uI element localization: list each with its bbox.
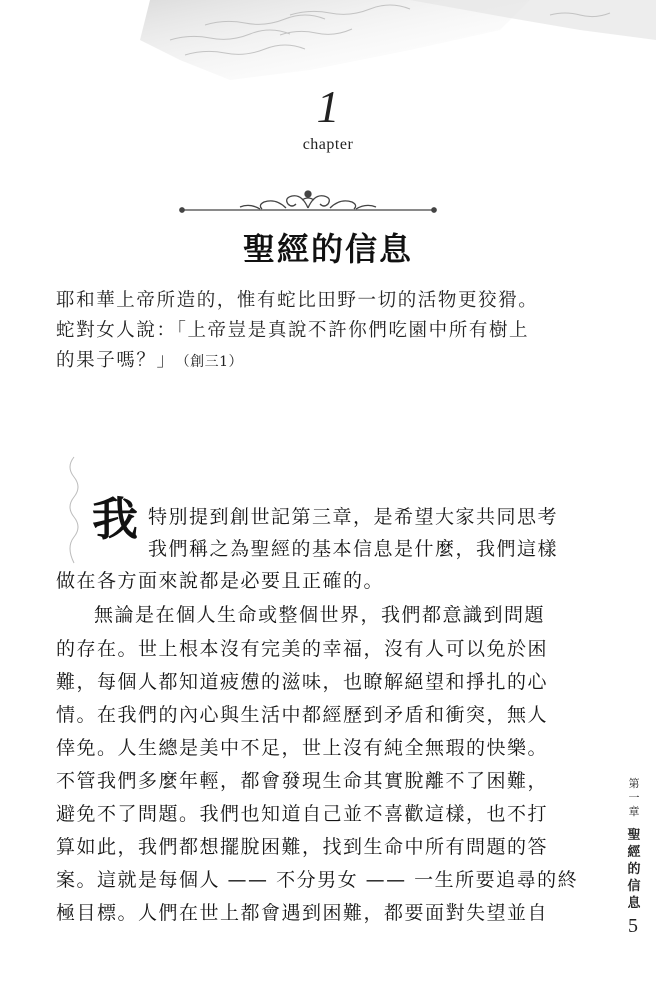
flourish-divider-ornament [176,186,440,220]
side-tab-char: 章 [628,805,640,818]
epigraph-quote [56,286,616,377]
body-line: 難，每個人都知道疲憊的滋味，也瞭解絕望和掙扎的心 [56,671,549,693]
body-line: 特別提到創世記第三章，是希望大家共同思考 [148,506,559,528]
epigraph-line [56,346,616,377]
side-tab-title-char: 的 [627,862,641,877]
body-line: 案。這就是每個人 —— 不分男女 —— 一生所要追尋的終 [56,869,579,891]
scripture-reference: （創三1） [182,354,244,370]
epigraph-line-text: 的果子嗎？」 [56,350,177,371]
epigraph-line: 蛇對女人說：「上帝豈是真說不許你們吃園中所有樹上 [56,320,530,341]
side-tab-char: 第 [628,777,640,790]
page-number: 5 [628,915,638,937]
body-line: 情。在我們的內心與生活中都經歷到矛盾和衝突，無人 [56,704,549,726]
chapter-side-tab [622,777,646,912]
drop-cap: 我 [92,492,138,546]
body-line: 無論是在個人生命或整個世界，我們都意識到問題 [94,604,546,626]
body-line: 算如此，我們都想擺脫困難，找到生命中所有問題的答 [56,836,549,858]
chapter-number: 1 [316,81,340,132]
epigraph-line: 耶和華上帝所造的，惟有蛇比田野一切的活物更狡猾。 [56,290,539,311]
side-tab-char: 一 [628,791,640,804]
chapter-label: chapter [302,136,354,153]
side-tab-title-char: 聖 [627,828,641,843]
body-line: 避免不了問題。我們也知道自己並不喜歡這樣，也不打 [56,803,549,825]
body-line: 我們稱之為聖經的基本信息是什麼，我們這樣 [148,538,559,560]
chapter-title: 聖經的信息 [242,230,413,268]
body-line: 倖免。人生總是美中不足，世上沒有純全無瑕的快樂。 [56,737,549,759]
body-line: 做在各方面來說都是必要且正確的。 [56,570,385,592]
body-line: 極目標。人們在世上都會遇到困難，都要面對失望並自 [56,902,549,924]
side-tab-title-char: 經 [627,845,641,860]
body-line: 的存在。世上根本沒有完美的幸福，沒有人可以免於困 [56,638,549,660]
side-tab-title-char: 息 [627,896,641,911]
side-tab-title-char: 信 [627,879,641,894]
decorative-swirl-line [62,455,82,565]
body-line: 不管我們多麼年輕，都會發現生命其實脫離不了困難， [56,770,549,792]
